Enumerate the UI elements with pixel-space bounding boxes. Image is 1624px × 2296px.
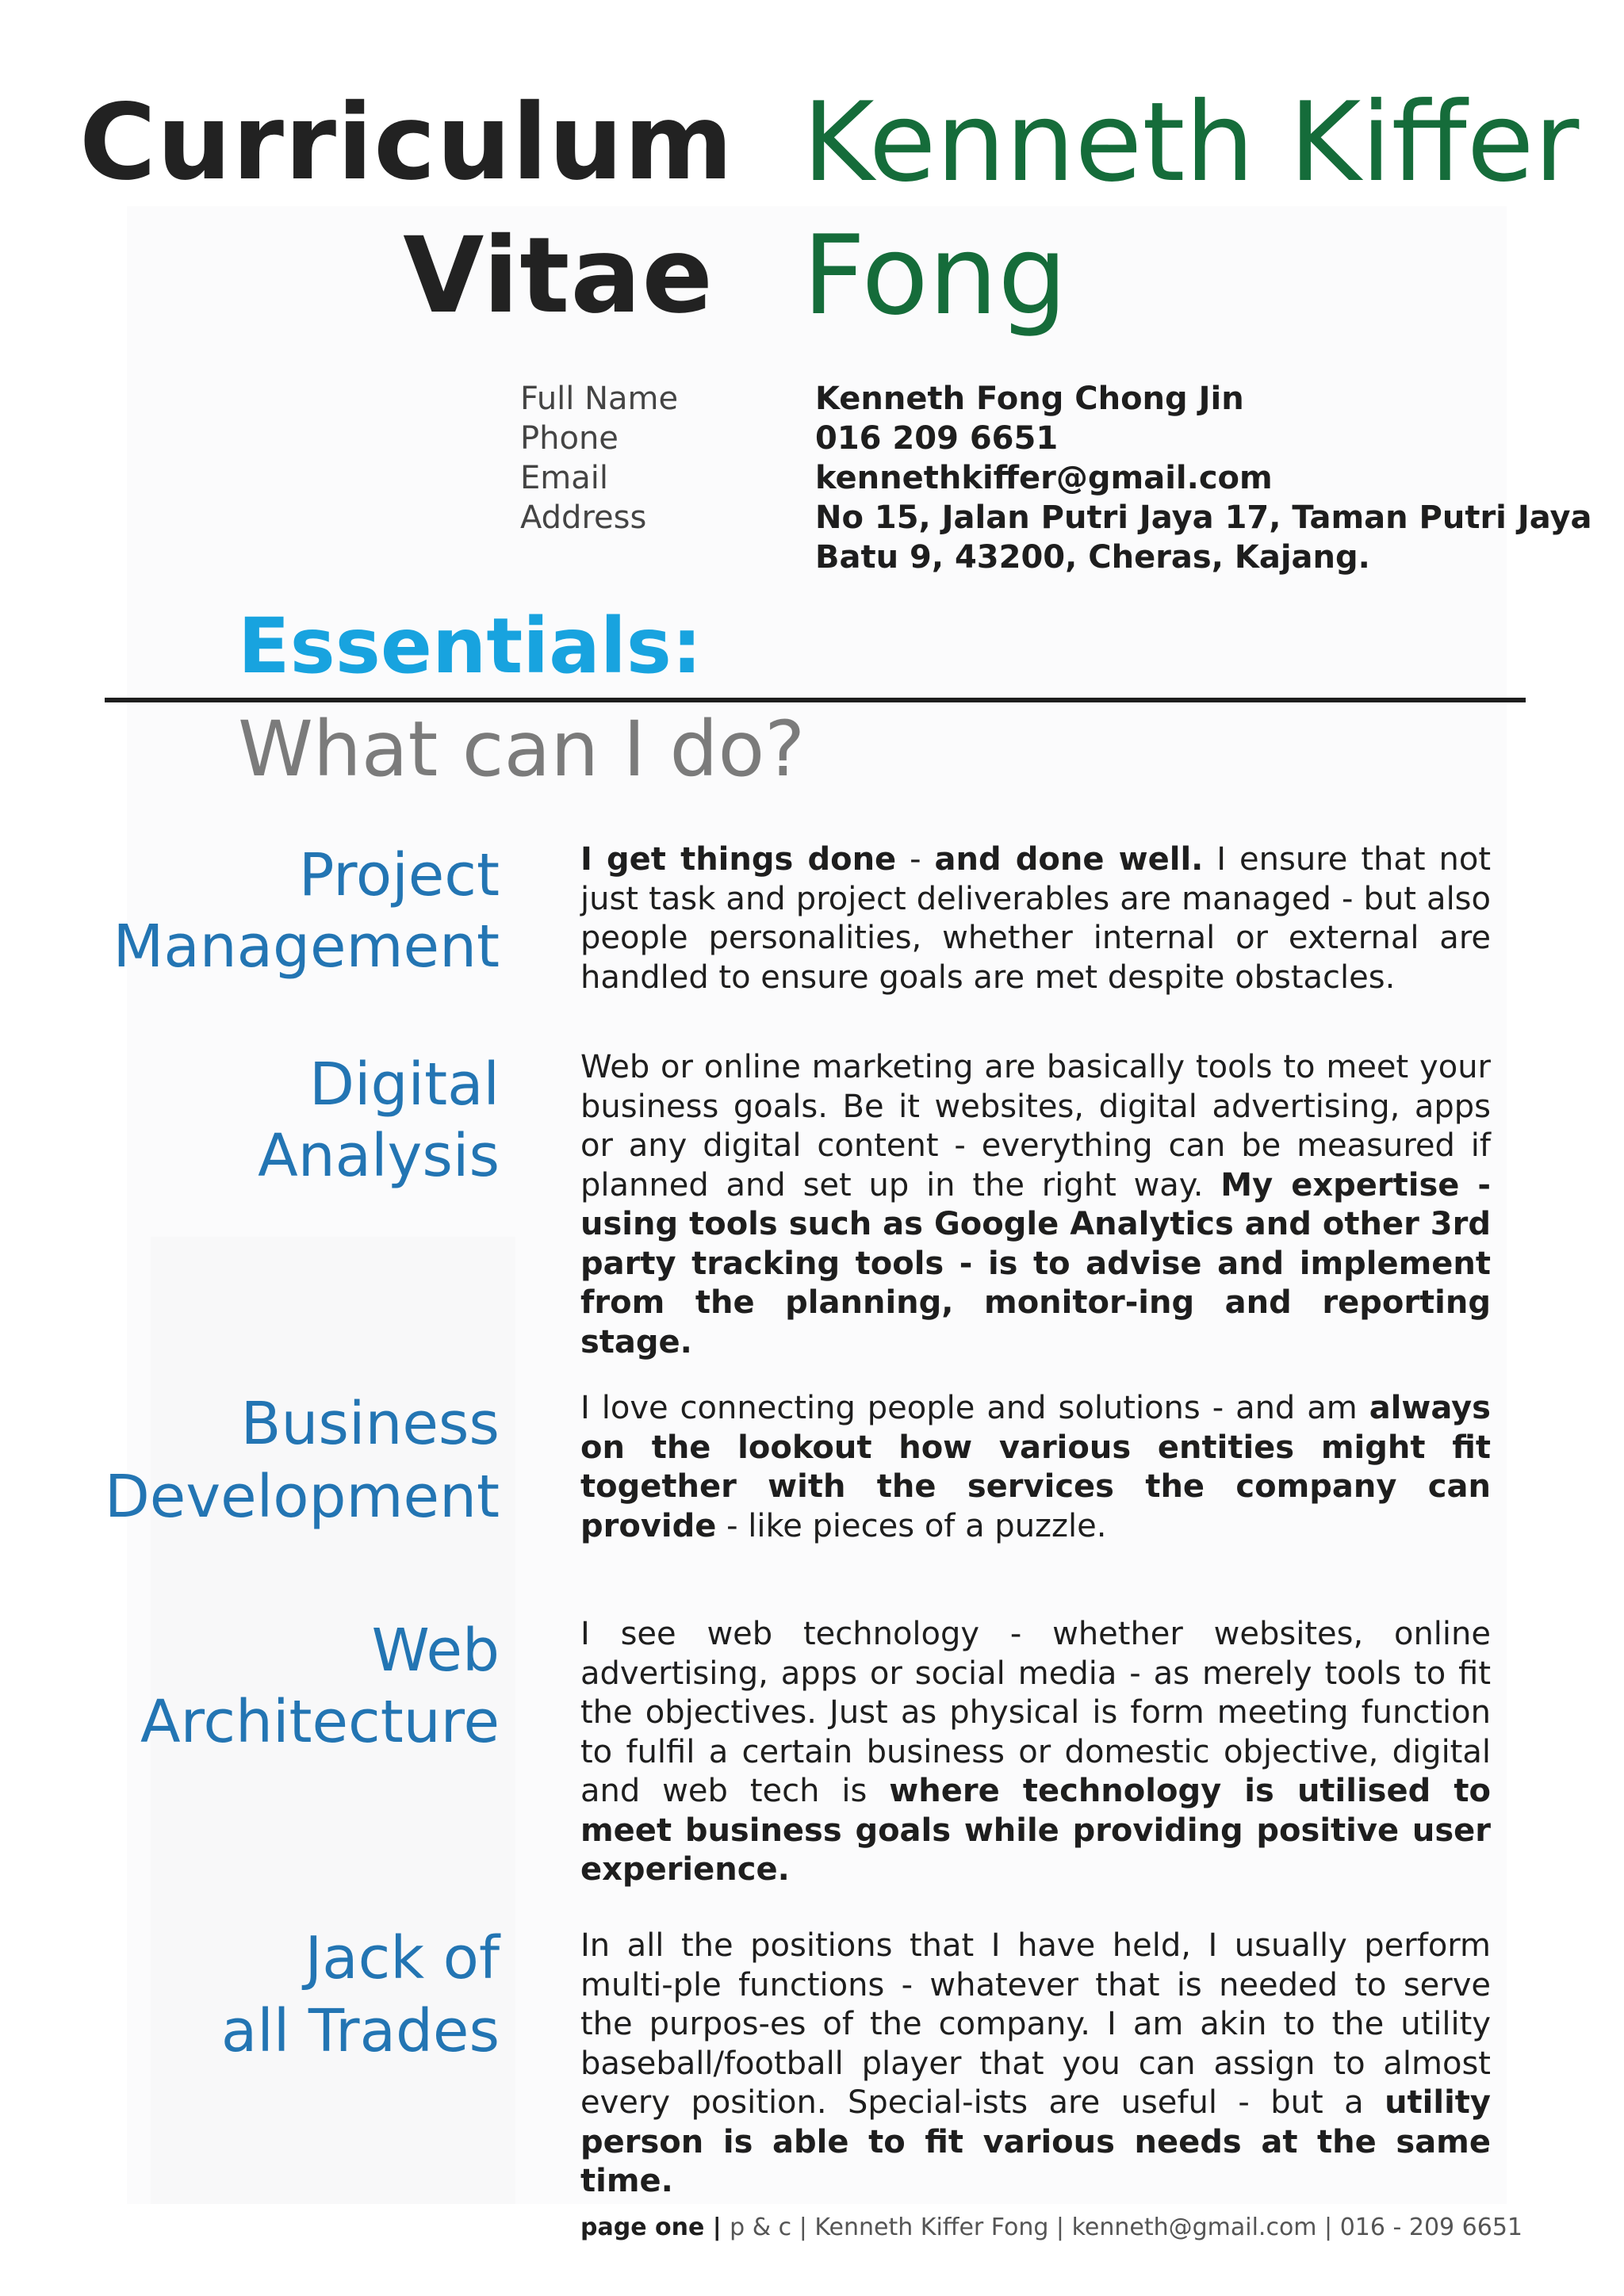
skill-title-line2: Management <box>113 913 500 981</box>
skill-description <box>580 840 1491 997</box>
emphasis-text: and done well. <box>934 841 1204 878</box>
section-subheading: What can I do? <box>238 705 806 794</box>
cv-title-line1: Curriculum <box>79 82 734 204</box>
footer-contact-line: p & c | Kenneth Kiffer Fong | kenneth@gmail.com | 016 - 209 6651 <box>730 2214 1523 2241</box>
skill-title-line1: Project <box>298 841 500 909</box>
contact-label: Full Name <box>520 381 679 417</box>
contact-label: Phone <box>520 420 619 457</box>
skill-description <box>580 1927 1491 2202</box>
body-text: I ensure that not just task and project deliverables are managed - but also people personalities, whether internal or external are handled to ensure goals are met despite obstacles. <box>580 841 1491 996</box>
skill-description <box>580 1048 1491 1362</box>
emphasis-text: always on the lookout how various entities might fit together with the services the company can provide <box>580 1390 1491 1544</box>
contact-label: Email <box>520 460 608 496</box>
cv-title-line2: Vitae <box>403 215 714 337</box>
emphasis-text: where technology is utilised to meet business goals while providing positive user experience. <box>580 1773 1491 1888</box>
skill-title-line2: Development <box>104 1463 500 1531</box>
skill-title-line1: Digital <box>309 1050 500 1119</box>
skill-title-line1: Business <box>240 1390 500 1458</box>
body-text: I see web technology - whether websites, online advertising, apps or social media - as merely tools to fit the objectives. Just as physical is form meeting function to fulfil a certain business or domestic objective, digital and web tech is <box>580 1616 1491 1809</box>
skill-title-line1: Web <box>371 1617 500 1685</box>
skill-title-line2: all Trades <box>220 1997 500 2065</box>
footer-page-label: page one <box>580 2214 705 2241</box>
skill-title-line1: Jack of <box>304 1924 500 1992</box>
candidate-name-line2: Fong <box>802 212 1067 339</box>
body-text: - like pieces of a puzzle. <box>716 1507 1107 1544</box>
contact-value: 016 209 6651 <box>815 420 1059 457</box>
contact-value: kennethkiffer@gmail.com <box>815 460 1273 496</box>
skill-description <box>580 1615 1491 1890</box>
skill-title-line2: Architecture <box>140 1688 500 1756</box>
emphasis-text: My expertise - using tools such as Google Analytics and other 3rd party tracking tools - is to advise and implement from the planning, monitor-ing and reporting stage. <box>580 1166 1491 1360</box>
section-heading: Essentials: <box>238 602 703 691</box>
page-footer <box>580 2212 1532 2244</box>
section-divider <box>105 698 1526 702</box>
body-text: Web or online marketing are basically tools to meet your business goals. Be it websites, digital advertising, apps or any digital content - everything can be measured if planned and set up in the right way. <box>580 1049 1491 1203</box>
skill-title-line2: Analysis <box>258 1122 500 1190</box>
body-text: In all the positions that I have held, I usually perform multi-ple functions - whatever that is needed to serve the purpos-es of the company. I am akin to the utility baseball/football player that you can assign to almost every position. Special-ists are useful - but a <box>580 1927 1491 2121</box>
contact-value: Batu 9, 43200, Cheras, Kajang. <box>815 539 1370 576</box>
emphasis-text: I get things done <box>580 841 897 878</box>
skill-description <box>580 1389 1491 1546</box>
candidate-name-line1: Kenneth Kiffer <box>802 78 1580 206</box>
body-text: - <box>896 841 935 878</box>
contact-value: No 15, Jalan Putri Jaya 17, Taman Putri Jaya <box>815 499 1592 536</box>
contact-value: Kenneth Fong Chong Jin <box>815 381 1244 417</box>
emphasis-text: utility person is able to fit various needs at the same time. <box>580 2084 1491 2199</box>
footer-separator: | <box>704 2214 730 2241</box>
body-text: I love connecting people and solutions - and am <box>580 1390 1369 1426</box>
contact-label: Address <box>520 499 647 536</box>
